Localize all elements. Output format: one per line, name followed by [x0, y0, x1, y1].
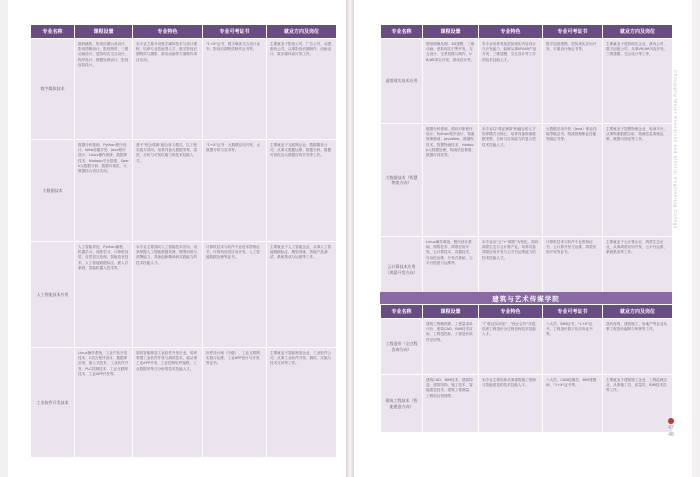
left-page	[8, 0, 346, 477]
table-row	[31, 348, 337, 458]
certs-cell: 大数据应用开发（Java）职业技能等级证书、物流管理职业技能等级证书等。	[543, 124, 603, 237]
table-row	[381, 124, 673, 237]
table-row	[31, 242, 337, 348]
certs-cell: 计算机技术与软件专业资格证书、云计算开发与运维、鸿蒙应用开发等证书。	[543, 237, 603, 303]
certs-cell: 软件设计师（中级）、工业互联网实施与运维、工业APP设计与开发等证书。	[203, 348, 267, 458]
courses-cell: 建筑工程概预算、工程量清单计价、建筑CAD、BIM技术应用、工程招投标、工程造价软件应用等。	[423, 319, 479, 375]
major-name: 建筑工程技术（智能建造方向）	[381, 375, 423, 433]
certs-cell: "1+X"证书、数字媒体交互设计证书、影视后期特效制作证书等。	[203, 39, 267, 140]
courses-cell: Linux操作系统、程序设计基础、网络技术、鸿蒙应用开发、云计算技术、容器技术、自动化运维、分布式系统、云平台搭建与运维等。	[423, 237, 479, 303]
courses-cell: 数据分析基础、面向对象程序设计、Python程序设计、物流管理基础、JavaWeb、数据库技术、智慧物流技术、Hadoop大数据处理、物流信息系统、数据可视化等。	[423, 124, 479, 237]
header-courses: 课程设置	[75, 25, 133, 39]
header-certs: 专业可考证书	[543, 25, 603, 39]
major-name: 云计算技术应用（鸿蒙开发方向）	[381, 237, 423, 303]
left-major-table	[30, 24, 337, 458]
header-certs: 专业可考证书	[543, 305, 603, 319]
table-row	[381, 319, 673, 375]
certs-cell: "1+X"证书：大数据应用开发、大数据分析与应用等。	[203, 140, 267, 242]
features-cell: 面向智能制造工业软件开发行业，培养掌握工业软件开发与测试技术，能从事工业APP开发、工业控制软件编程、工业数据采集与分析的技术技能人才。	[133, 348, 203, 458]
college-english-name: Chongqing Water Resources and Electric Engineering College	[673, 70, 678, 229]
header-jobs: 就业方向及岗位	[603, 305, 673, 319]
major-name: 虚拟现实技术应用	[381, 39, 423, 124]
courses-cell: 人工智能导论、Python编程、机器学习、深度学习、计算机视觉、自然语言处理、智能语音技术、人工智能数据标注、嵌入式系统、智能机器人技术等。	[75, 242, 133, 348]
major-name: 工程造价（全过程咨询方向）	[381, 319, 423, 375]
courses-cell: 数码摄影、影视后期合成设计、影视剪辑设计、影视特效、三维动画设计、虚拟现实交互设计、程序设计、数据处理设计、影视包装设计。	[75, 39, 133, 140]
features-cell: 基于"校企课赛"融合育人模式，以工程实践为导向，培养具备大数据采集、清洗、分析与可视化能力的技术技能人才。	[133, 140, 203, 242]
art-major-table	[380, 304, 673, 433]
table-row	[31, 140, 337, 242]
major-name: 工业软件开发技术	[31, 348, 75, 458]
certs-cell: 八大员、BIM证书、"1+X"证书、工程造价数字化应用证书等。	[543, 319, 603, 375]
major-name: 人工智能技术应用	[31, 242, 75, 348]
major-name: 大数据技术	[31, 140, 75, 242]
jobs-cell: 主要就业于人工智能企业，从事人工智能数据标注、模型训练、智能产品测试、系统集成与运维等工作。	[267, 242, 337, 348]
features-cell: 本专业培养具备虚拟现实内容设计与开发能力，能够从事VR/AR产品开发、三维建模、交互设计等工作的技术技能人才。	[479, 39, 543, 124]
features-cell: 本专业主要面向人工智能技术应用，培养掌握人工智能数据处理、模型训练与部署能力，具备创新精神和实践能力的技术技能人才。	[133, 242, 203, 348]
features-cell: 本专业主要培养从事建筑施工管理与智能建造的技术技能人才。	[479, 375, 543, 433]
right-page	[354, 0, 692, 477]
features-cell: "广联达实训室"、"校企合作"共建，培养工程造价全过程咨询技术技能人才。	[479, 319, 543, 375]
college-title-band: 建筑与艺术传媒学院	[380, 292, 672, 306]
current-page: 47	[668, 425, 674, 431]
courses-cell: Linux操作系统、工业产品开发技术、C语言程序设计、数据库应用、嵌入式技术、工业软件开发、PLC控制技术、工业互联网技术、工业APP开发等。	[75, 348, 133, 458]
courses-cell: 建筑CAD、BIM技术、建筑构造、建筑结构、施工技术、智能建造技术、建筑工程测量、工程项目管理等。	[423, 375, 479, 433]
header-major: 专业名称	[381, 25, 423, 39]
table-header-row	[381, 25, 673, 39]
header-jobs: 就业方向及岗位	[267, 25, 337, 39]
header-features: 专业特色	[479, 305, 543, 319]
right-major-table	[380, 24, 673, 303]
header-major: 专业名称	[31, 25, 75, 39]
features-cell: 本专业主要开设数字媒体技术与设计课程、培养专业技能型人才，数字影视后期特效与摄影、游戏动画等方面制作项目实训。	[133, 39, 203, 140]
header-courses: 课程设置	[423, 305, 479, 319]
major-name: 数字媒体技术	[31, 39, 75, 140]
page-dot-icon	[668, 418, 674, 424]
jobs-cell: 主要就业于建筑施工企业、工程监理企业，从事施工员、质量员、BIM技术员等工作。	[603, 375, 673, 433]
table-header-row	[31, 25, 337, 39]
jobs-cell: 主要就业于云计算企业、鸿蒙生态企业，从事鸿蒙应用开发、云平台运维、系统集成等工作。	[603, 237, 673, 303]
header-courses: 课程设置	[423, 25, 479, 39]
features-cell: 本专业以"云"+"鸿蒙"为特色，面向鸿蒙生态与云计算产业，培养具备鸿蒙应用开发与云平台运维能力的技术技能人才。	[479, 237, 543, 303]
jobs-cell: 主要就业于互联网企业、数据服务公司，从事大数据运维、数据分析、数据可视化及大数据应用开发等工作。	[267, 140, 337, 242]
certs-cell: 计算机技术与软件专业技术资格证书、计算机视觉应用开发、人工智能数据处理等证书。	[203, 242, 267, 348]
major-name: 大数据技术（智慧物流方向）	[381, 124, 423, 237]
courses-cell: 图形图像处理、3D建模、三维动画、虚拟现实引擎开发、交互设计、全景拍摄与制作、VR/AR项目开发、游戏设计等。	[423, 39, 479, 124]
header-jobs: 就业方向及岗位	[603, 25, 673, 39]
header-certs: 专业可考证书	[203, 25, 267, 39]
jobs-cell: 主要就业于影视公司、广告公司、动漫游戏公司，从事影视后期制作、动画设计、数字媒体设计等工作。	[267, 39, 337, 140]
header-features: 专业特色	[479, 25, 543, 39]
table-header-row	[381, 305, 673, 319]
courses-cell: 数据分析基础、Python程序设计、Web前端开发、Java程序设计、Linux操作系统、数据库技术、Hadoop平台搭建、Spark大数据分析、数据可视化、大数据综合项目实训。	[75, 140, 133, 242]
book-spine	[346, 0, 354, 477]
header-features: 专业特色	[133, 25, 203, 39]
page-number	[662, 418, 680, 439]
table-row	[381, 39, 673, 124]
jobs-cell: 主要就业于智慧物流企业、电商平台，从事物流数据分析、物流信息系统运维、数据可视化等工作。	[603, 124, 673, 237]
jobs-cell: 主要就业于智能制造企业、工业软件公司，从事工业软件开发、测试、实施与技术支持等工作。	[267, 348, 337, 458]
table-row	[31, 39, 337, 140]
total-pages: 48	[668, 432, 674, 438]
certs-cell: 数字创意建模、虚拟现实应用开发、平面设计师证书等。	[543, 39, 603, 124]
certs-cell: 八大员、CAD绘图员、BIM建模师、"1+X"证书等。	[543, 375, 603, 433]
jobs-cell: 主要就业于虚拟现实企业、游戏公司、数字创意公司，从事VR/AR内容开发、三维建模、交互设计等工作。	[603, 39, 673, 124]
jobs-cell: 造价咨询、建筑施工、房地产等企业从事工程造价编制与审核等工作。	[603, 319, 673, 375]
features-cell: 本专业以"课证赛岗"相融合的人才培养模式为核心，培养具备物流数据采集、分析与应用能力的复合型技术技能人才。	[479, 124, 543, 237]
header-major: 专业名称	[381, 305, 423, 319]
table-row	[381, 375, 673, 433]
